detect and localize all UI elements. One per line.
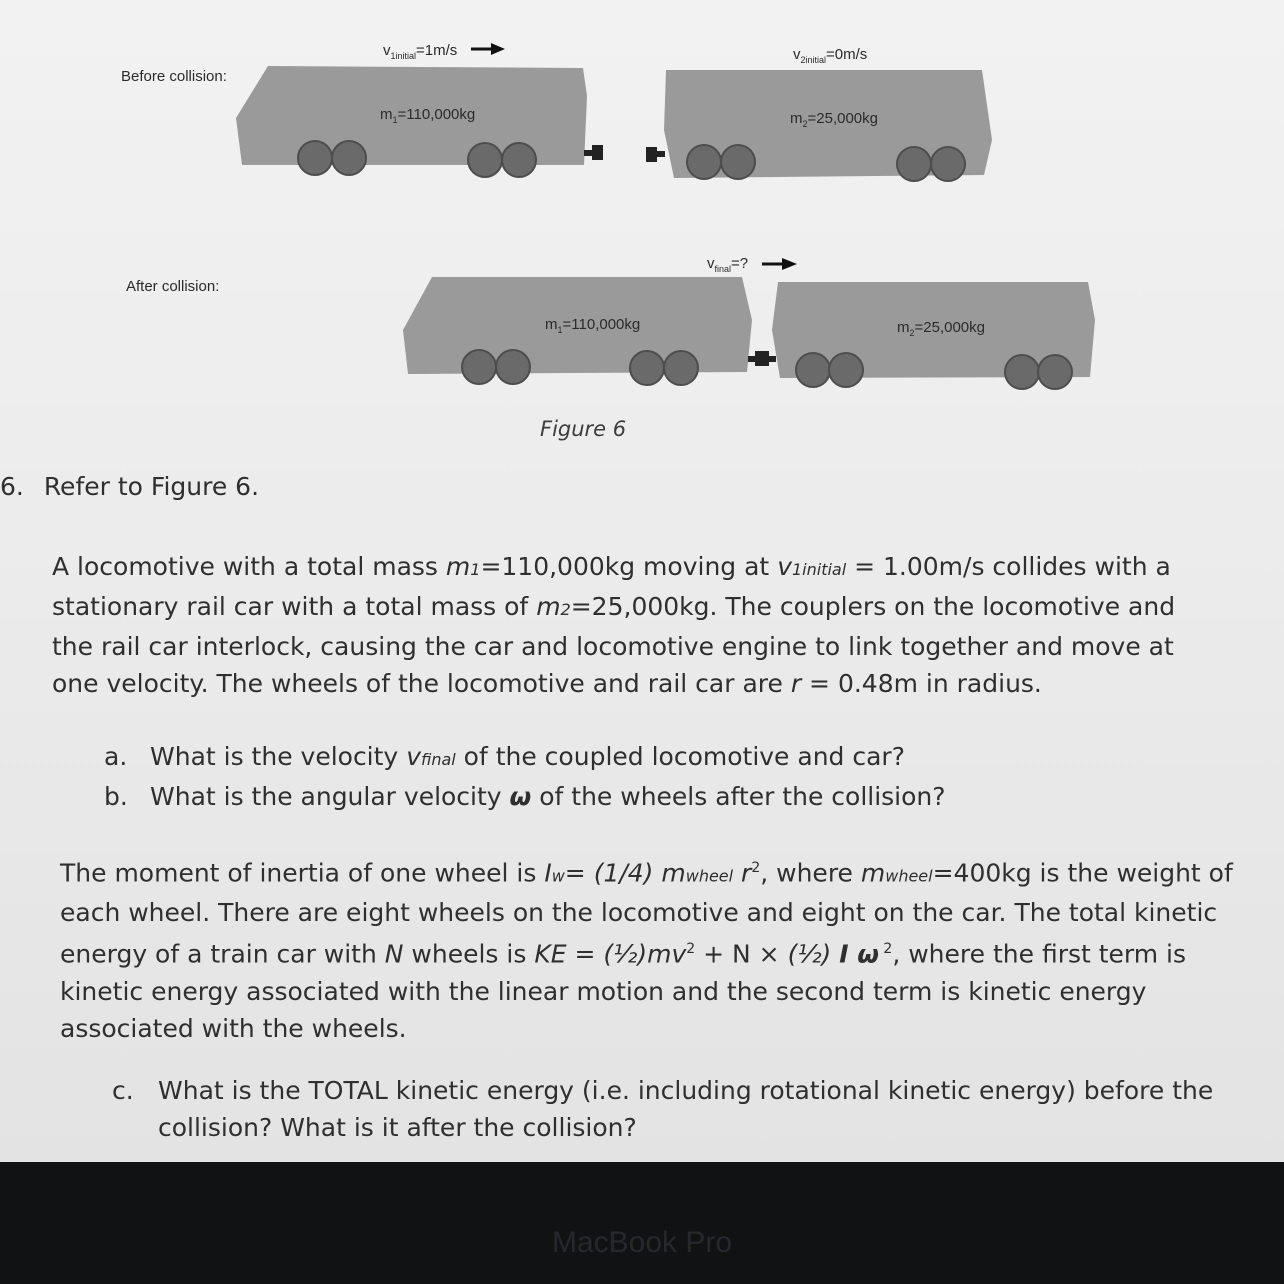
- coupler-car-icon: [646, 147, 665, 162]
- problem-paragraph-1: [52, 548, 1175, 702]
- figure-caption: Figure 6: [540, 417, 627, 441]
- question-b: b. What is the angular velocity ω of the wheels after the collision?: [104, 782, 946, 811]
- after-collision-label: After collision:: [126, 278, 220, 295]
- vfinal-label: $v_{final}=$?: [707, 255, 749, 274]
- m2-label-after: $m_2=25,000kg$: [897, 319, 985, 338]
- problem-paragraph-2: [60, 850, 1233, 1047]
- device-label: MacBook Pro: [551, 1226, 733, 1259]
- rail-car-after: [772, 282, 1095, 389]
- rail-car-before: [664, 70, 992, 181]
- problem-number: 6.: [0, 472, 24, 501]
- p2-line-5: associated with the wheels.: [60, 1013, 407, 1043]
- m1-label-after: $m_1=110,000kg$: [545, 316, 641, 335]
- m2-label-before: $m_2=25,000kg$: [790, 110, 878, 129]
- coupler-locomotive-icon: [584, 145, 603, 160]
- p2-line-4: kinetic energy associated with the linear motion and the second term is kinetic energy: [60, 976, 1147, 1006]
- p1-line-4: one velocity. The wheels of the locomotive and rail car are r = 0.48m in radius.: [52, 669, 1042, 698]
- question-c: [112, 1072, 1213, 1146]
- locomotive-before: [236, 66, 587, 177]
- problem-intro: Refer to Figure 6.: [43, 472, 260, 501]
- v1-initial-label: $v_{1initial}=1m/s$: [383, 42, 458, 61]
- locomotive-after: [403, 277, 752, 385]
- p2-line-3: energy of a train car with N wheels is KE = $(\frac{1}{2})mv^2 + N$ × (½) I ω $^2$, where the first term is: [60, 939, 1187, 969]
- before-collision-label: Before collision:: [121, 68, 227, 85]
- vfinal-arrow-icon: [762, 258, 797, 270]
- p2-line-1: The moment of inertia of one wheel is Iw= (1/4) mwheel $r^2$, where mwheel=400kg is the weight of: [60, 858, 1233, 888]
- p2-line-2: each wheel. There are eight wheels on the locomotive and eight on the car. The total kinetic: [60, 898, 1218, 928]
- question-c-line-2: collision? What is it after the collision?: [158, 1113, 637, 1142]
- coupled-coupler-icon: [748, 351, 776, 366]
- question-a: a. What is the velocity vfinal of the coupled locomotive and car?: [104, 742, 905, 771]
- questions-ab: [104, 738, 946, 815]
- p1-line-2: stationary rail car with a total mass of m2=25,000kg. The couplers on the locomotive and: [52, 592, 1176, 621]
- p1-line-1: A locomotive with a total mass m1=110,000kg moving at v1initial = 1.00m/s collides with a: [52, 552, 1171, 581]
- m1-label-before: $m_1=110,000kg$: [380, 106, 476, 125]
- question-c-line-1: c. What is the TOTAL kinetic energy (i.e. including rotational kinetic energy) before the: [112, 1076, 1214, 1105]
- problem-heading: [0, 468, 259, 505]
- figure-6-diagram: [0, 0, 1284, 460]
- p1-line-3: the rail car interlock, causing the car and locomotive engine to link together and move at: [52, 632, 1174, 661]
- v2-initial-label: $v_{2initial}=0m/s$: [793, 46, 868, 65]
- v1-arrow-icon: [471, 43, 505, 55]
- laptop-bezel: [0, 1162, 1284, 1284]
